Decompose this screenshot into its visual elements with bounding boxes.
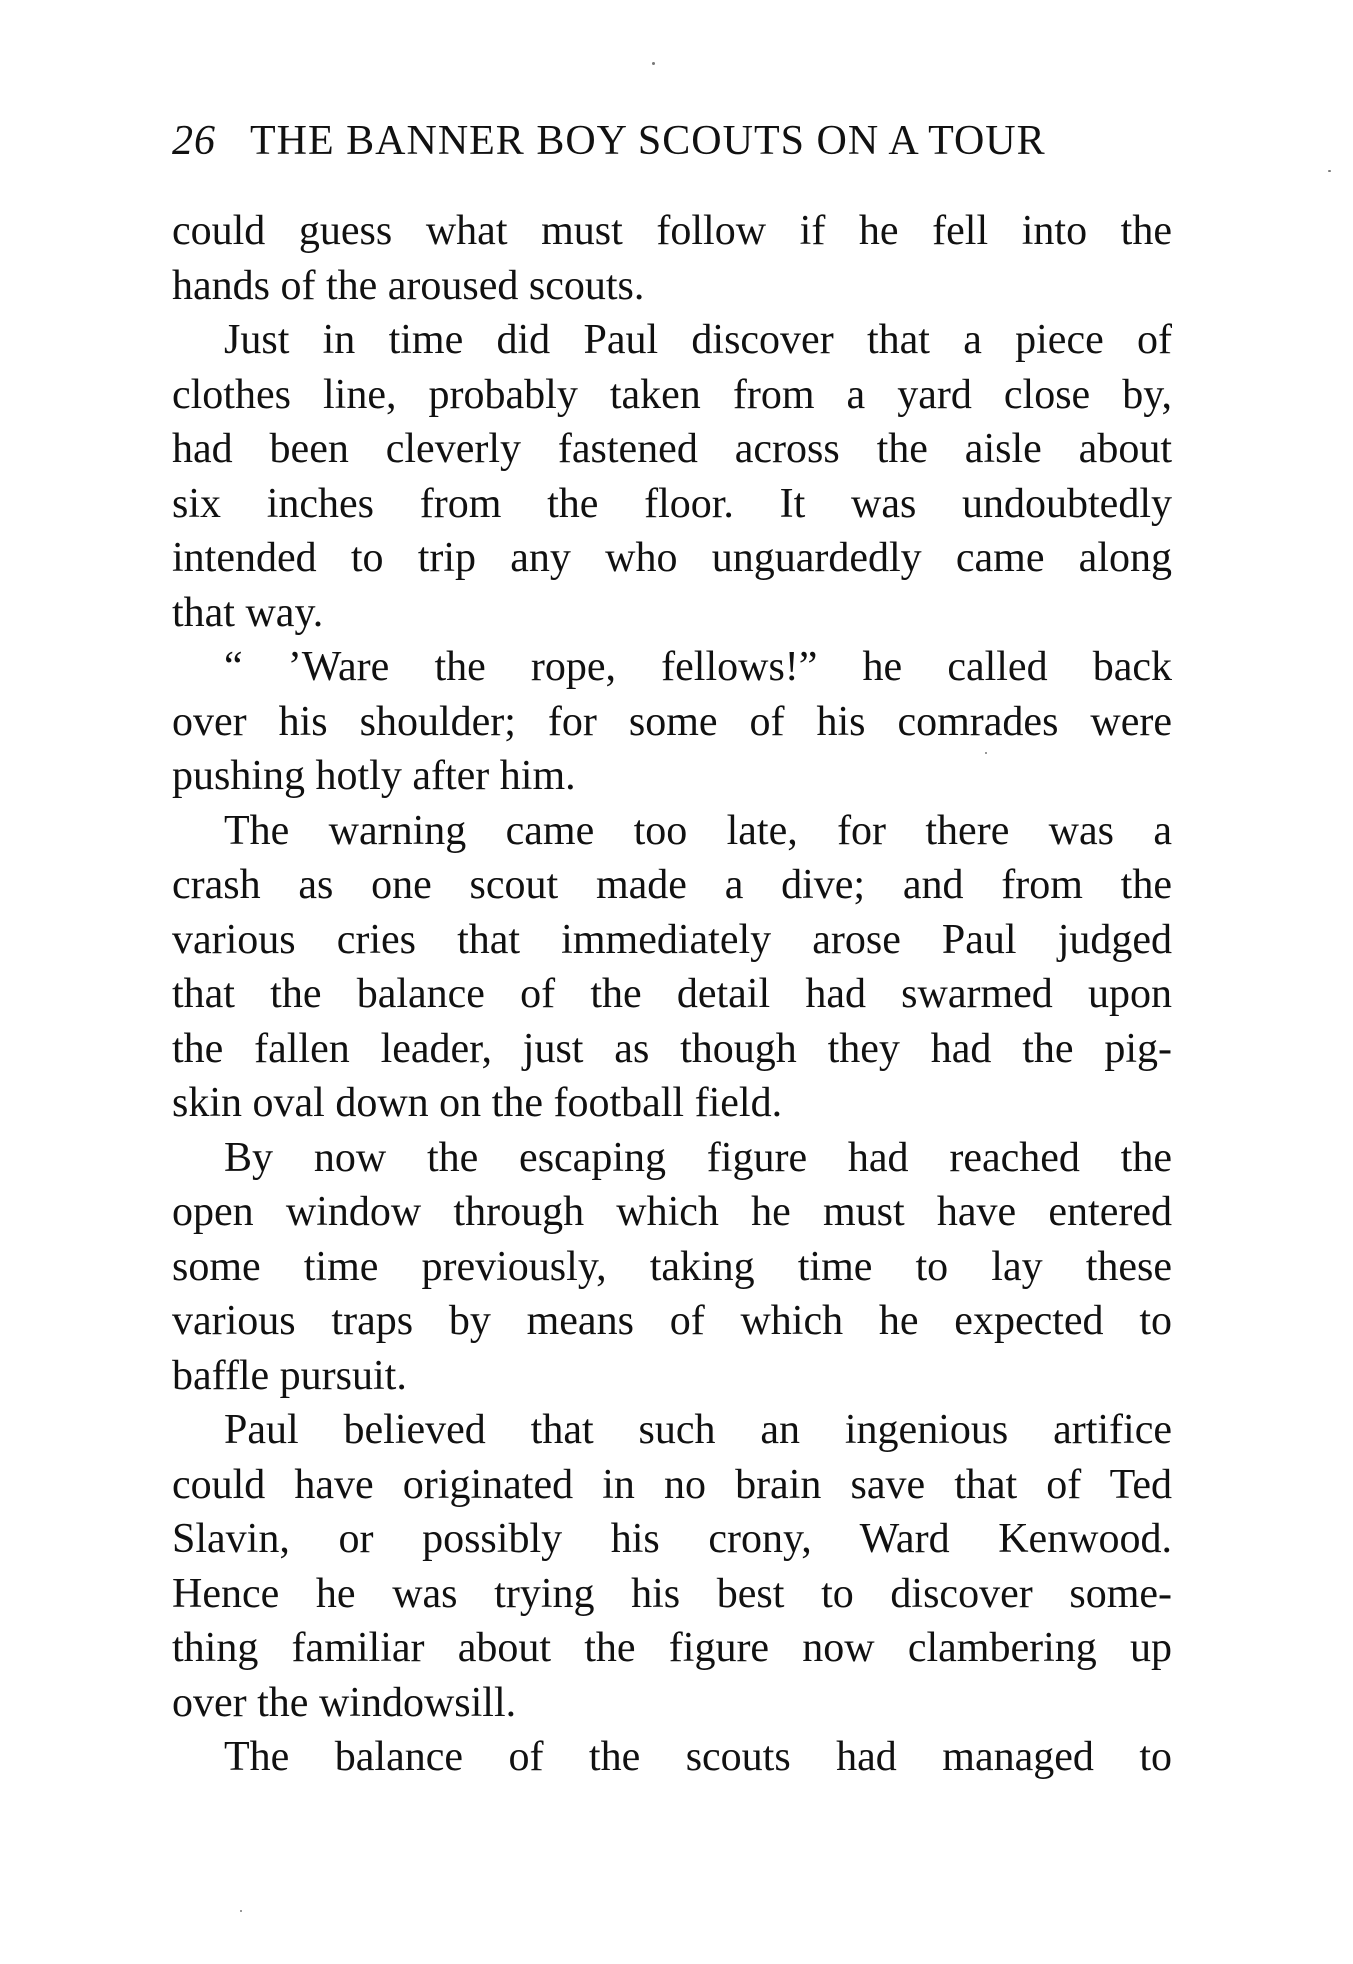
- text-line: Hence he was trying his best to discover some-: [172, 1570, 1172, 1617]
- text-line: over the windowsill.: [172, 1679, 517, 1726]
- text-line: the fallen leader, just as though they had the pig-: [172, 1025, 1172, 1072]
- text-line: could guess what must follow if he fell into the: [172, 208, 1172, 254]
- book-title: THE BANNER BOY SCOUTS ON A TOUR: [250, 118, 1046, 164]
- text-line: pushing hotly after him.: [172, 753, 576, 799]
- text-line: that the balance of the detail had swarmed upon: [172, 971, 1172, 1017]
- text-line: over his shoulder; for some of his comrades were: [172, 698, 1172, 745]
- scan-speck: [652, 62, 655, 65]
- text-line: could have originated in no brain save that of Ted: [172, 1461, 1172, 1508]
- body-text: [172, 204, 1172, 1785]
- scan-speck: [985, 752, 987, 754]
- text-line: crash as one scout made a dive; and from the: [172, 862, 1172, 908]
- text-line: thing familiar about the figure now clambering up: [172, 1625, 1172, 1671]
- paragraph-first-line: The warning came too late, for there was a: [224, 807, 1172, 854]
- text-line: six inches from the floor. It was undoubtedly: [172, 480, 1172, 527]
- paragraph-first-line: Paul believed that such an ingenious artifice: [224, 1407, 1172, 1453]
- text-line: various traps by means of which he expected to: [172, 1298, 1172, 1344]
- text-line: clothes line, probably taken from a yard close by,: [172, 371, 1172, 418]
- paragraph-first-line: By now the escaping figure had reached the: [224, 1134, 1172, 1181]
- text-line: open window through which he must have entered: [172, 1189, 1172, 1235]
- text-line: Slavin, or possibly his crony, Ward Kenwood.: [172, 1516, 1172, 1562]
- scan-speck: [240, 1910, 242, 1912]
- running-head: [172, 112, 1172, 170]
- paragraph-first-line: The balance of the scouts had managed to: [224, 1734, 1172, 1780]
- text-line: that way.: [172, 589, 324, 636]
- text-line: various cries that immediately arose Paul judged: [172, 916, 1172, 963]
- paragraph-first-line: Just in time did Paul discover that a piece of: [224, 317, 1172, 363]
- text-line: some time previously, taking time to lay these: [172, 1243, 1172, 1290]
- text-line: baffle pursuit.: [172, 1352, 407, 1399]
- text-line: had been cleverly fastened across the aisle about: [172, 426, 1172, 472]
- paragraph-first-line: “ ’Ware the rope, fellows!” he called back: [224, 644, 1172, 690]
- page-number: 26: [172, 118, 216, 164]
- text-line: hands of the aroused scouts.: [172, 262, 645, 309]
- text-line: intended to trip any who unguardedly came along: [172, 535, 1172, 581]
- text-line: skin oval down on the football field.: [172, 1080, 783, 1126]
- scan-speck: [1328, 170, 1331, 172]
